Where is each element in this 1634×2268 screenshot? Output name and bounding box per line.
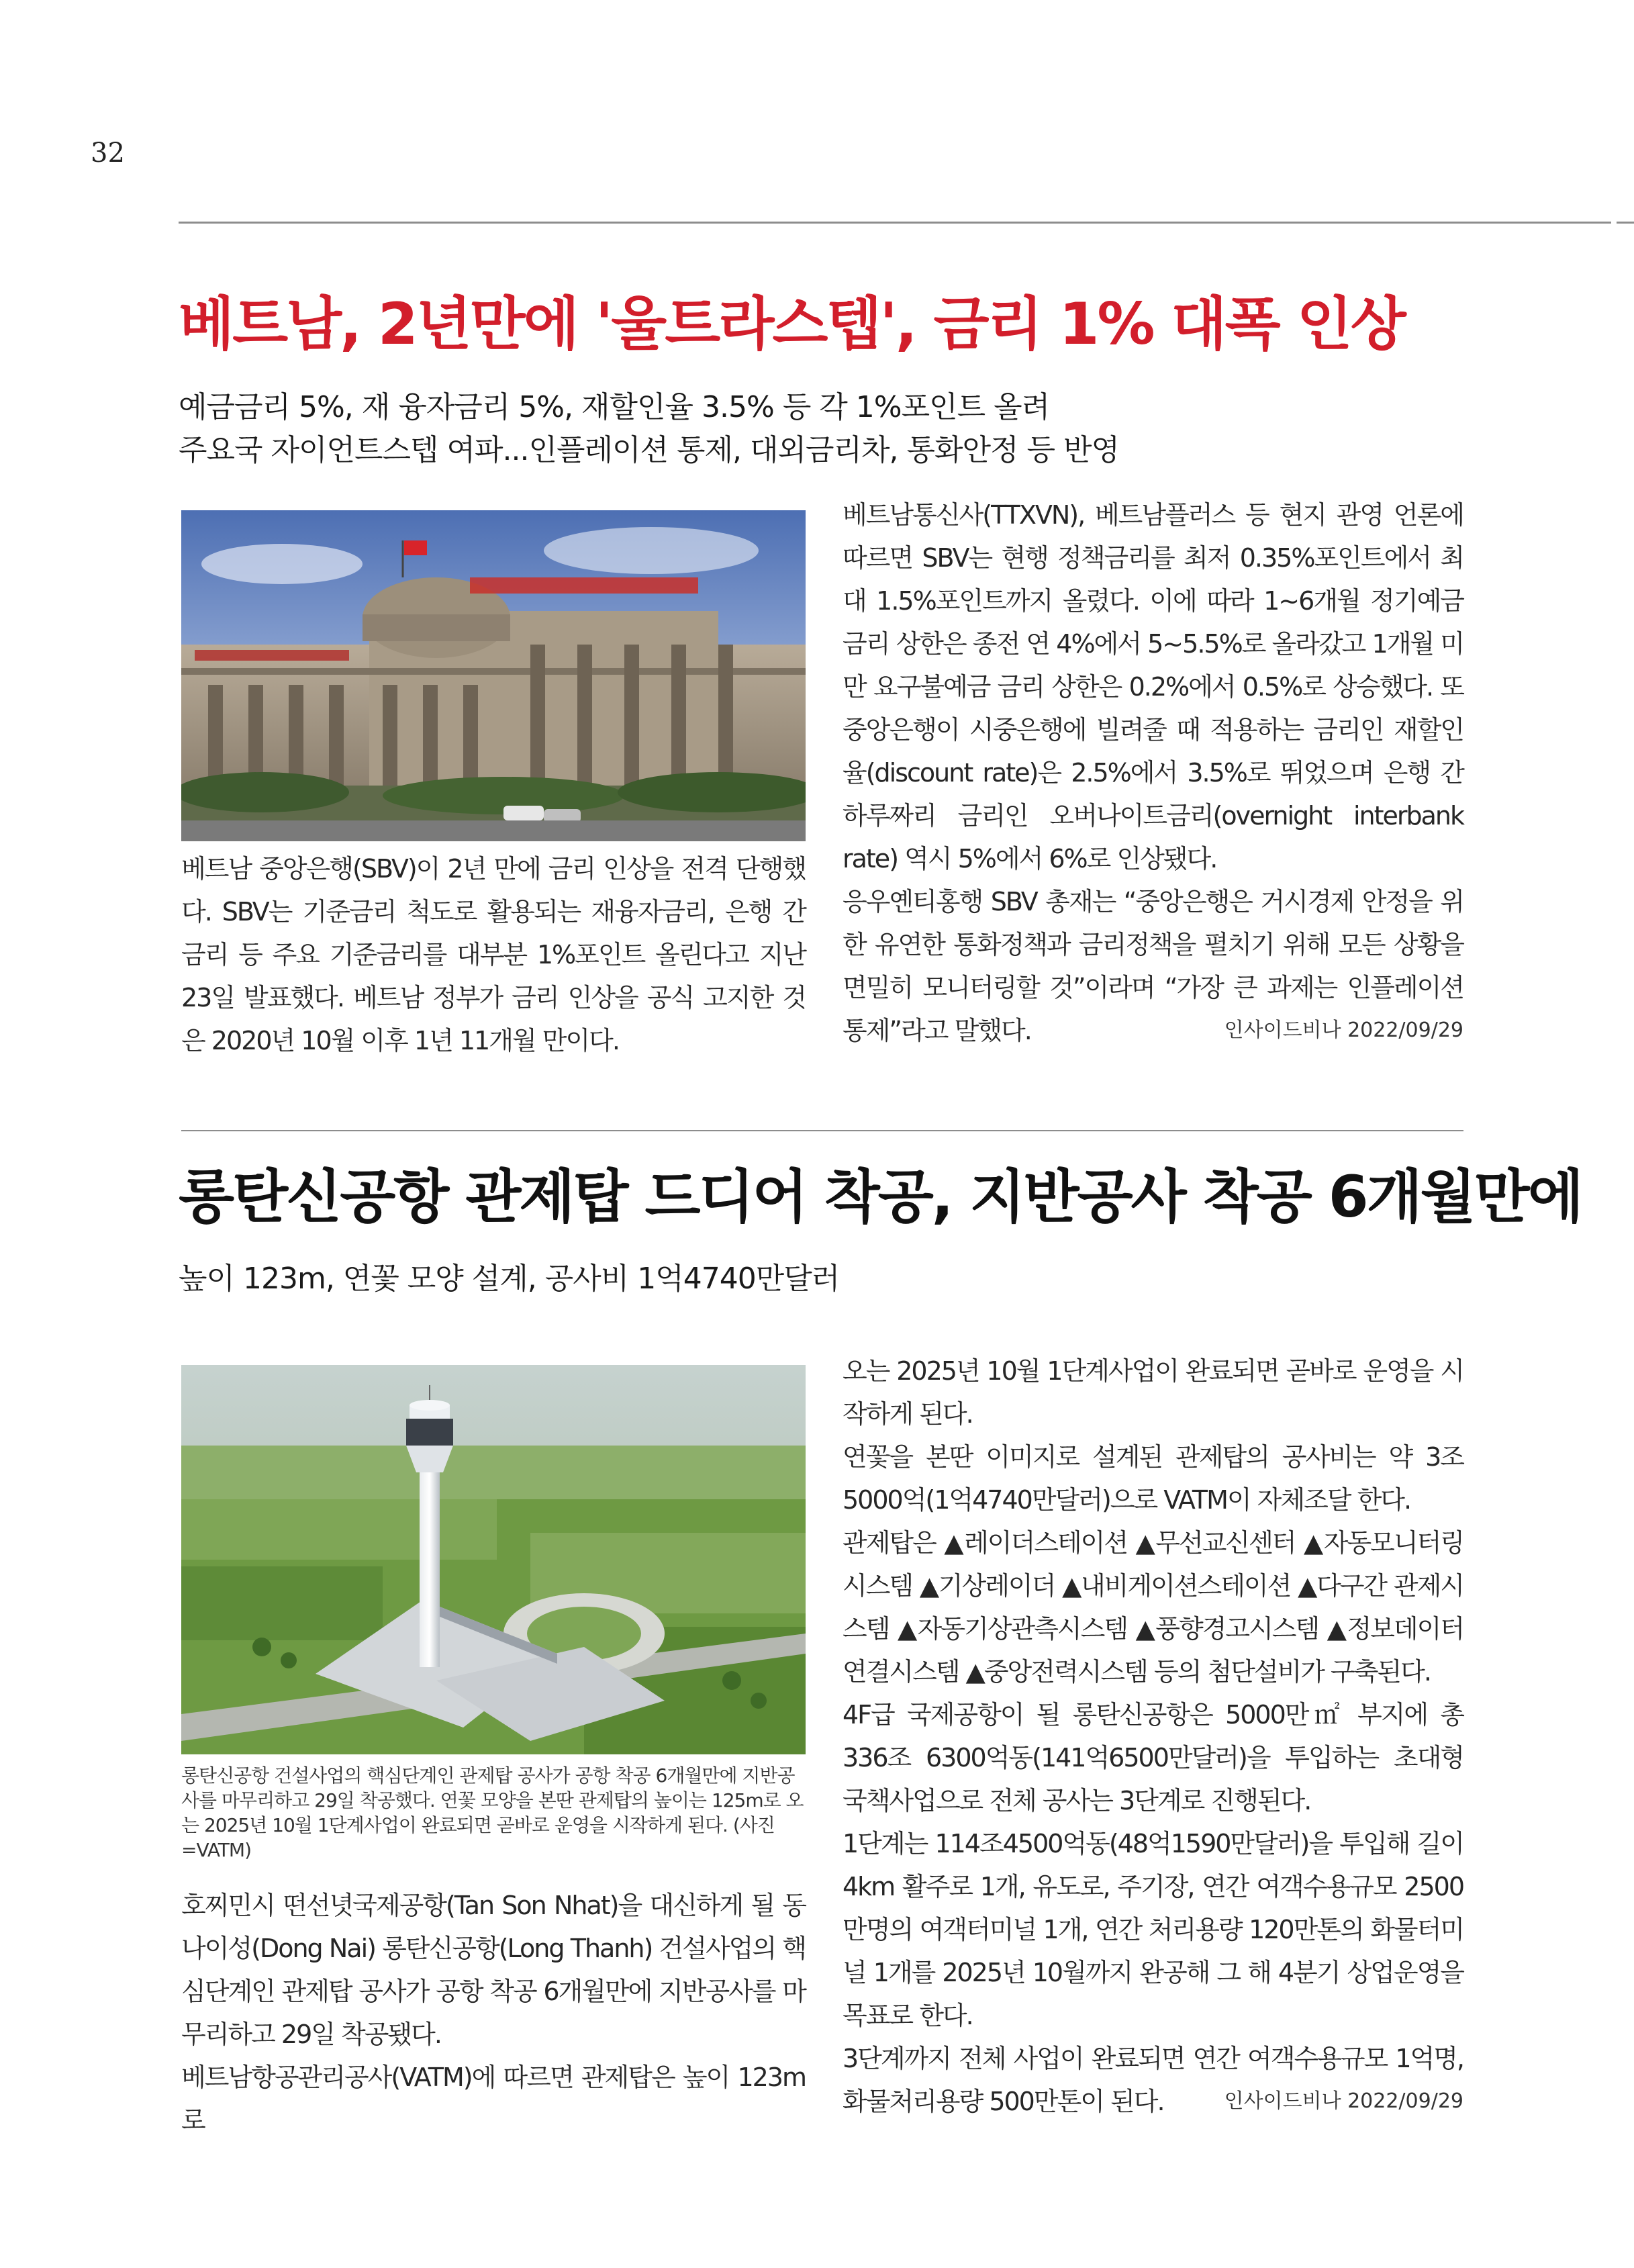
article2-headline: 롱탄신공항 관제탑 드디어 착공, 지반공사 착공 6개월만에 xyxy=(179,1164,1582,1231)
article2-left-paragraph-1: 호찌민시 떤선녓국제공항(Tan Son Nhat)을 대신하게 될 동나이성(Dong Nai) 롱탄신공항(Long Thanh) 건설사업의 핵심단계인 관제탑 공사가 공항 착공 6개월만에 지반공사를 마무리하고 29일 착공됐다. xyxy=(181,1891,806,2049)
article2-source: 인사이드비나 2022/09/29 xyxy=(1224,2089,1463,2113)
article2-left-paragraph-2: 베트남항공관리공사(VATM)에 따르면 관제탑은 높이 123m로 xyxy=(181,2063,806,2135)
article1-subheadline-1: 예금금리 5%, 재 융자금리 5%, 재할인율 3.5% 등 각 1%포인트 올려 xyxy=(179,390,1050,424)
control-tower-photo xyxy=(181,1365,806,1754)
article1-source: 인사이드비나 2022/09/29 xyxy=(1224,1019,1463,1042)
article1-left-body xyxy=(181,847,806,1062)
article2-right-paragraph-4: 4F급 국제공항이 될 롱탄신공항은 5000만㎡ 부지에 총 336조 6300억동(141억6500만달러)을 투입하는 초대형 국책사업으로 전체 공사는 3단계로 진행된다. xyxy=(843,1700,1463,1815)
article2-right-body xyxy=(843,1350,1463,2123)
top-rule-tick xyxy=(1617,222,1634,224)
article1-subheadline-2: 주요국 자이언트스텝 여파...인플레이션 통제, 대외금리차, 통화안정 등 반영 xyxy=(179,433,1119,467)
article1-right-paragraph-2: 응우옌티홍행 SBV 총재는 “중앙은행은 거시경제 안정을 위한 유연한 통화정책과 금리정책을 펼치기 위해 모든 상황을 면밀히 모니터링할 것”이라며 “가장 큰 과제는 인플레이션 통제”라고 말했다. 인사이드비나 2022/09/29 xyxy=(843,880,1463,1052)
article2-left-body xyxy=(181,1884,806,2142)
article1-left-paragraph: 베트남 중앙은행(SBV)이 2년 만에 금리 인상을 전격 단행했다. SBV는 기준금리 척도로 활용되는 재융자금리, 은행 간 금리 등 주요 기준금리를 대부분 1%포인트 올린다고 지난 23일 발표했다. 베트남 정부가 금리 인상을 공식 고지한 것은 2020년 10월 이후 1년 11개월 만이다. xyxy=(181,854,806,1055)
article2-right-paragraph-6: 3단계까지 전체 사업이 완료되면 연간 여객수용규모 1억명, 화물처리용량 500만톤이 된다. 인사이드비나 2022/09/29 xyxy=(843,2037,1463,2123)
central-bank-photo xyxy=(181,510,806,841)
article1-right-body xyxy=(843,493,1463,1052)
page-number: 32 xyxy=(91,138,125,169)
section-divider xyxy=(181,1130,1463,1131)
article2-right-paragraph-3: 관제탑은 ▲레이더스테이션 ▲무선교신센터 ▲자동모니터링 시스템 ▲기상레이더 ▲내비게이션스테이션 ▲다구간 관제시스템 ▲자동기상관측시스템 ▲풍향경고시스템 ▲정보데이터 연결시스템 ▲중앙전력시스템 등의 첨단설비가 구축된다. xyxy=(843,1528,1463,1687)
article2-right-paragraph-5: 1단계는 114조4500억동(48억1590만달러)을 투입해 길이 4km 활주로 1개, 유도로, 주기장, 연간 여객수용규모 2500만명의 여객터미널 1개, 연간 처리용량 120만톤의 화물터미널 1개를 2025년 10월까지 완공해 그 해 4분기 상업운영을 목표로 한다. xyxy=(843,1829,1463,2030)
article2-photo-caption: 롱탄신공항 건설사업의 핵심단계인 관제탑 공사가 공항 착공 6개월만에 지반공사를 마무리하고 29일 착공했다. 연꽃 모양을 본딴 관제탑의 높이는 125m로 오는 2025년 10월 1단계사업이 완료되면 곧바로 운영을 시작하게 된다. (사진=VATM) xyxy=(181,1764,804,1861)
article2-right-paragraph-1: 오는 2025년 10월 1단계사업이 완료되면 곧바로 운영을 시작하게 된다. xyxy=(843,1356,1463,1429)
top-rule xyxy=(179,222,1611,224)
article1-right-paragraph-1: 베트남통신사(TTXVN), 베트남플러스 등 현지 관영 언론에 따르면 SBV는 현행 정책금리를 최저 0.35%포인트에서 최대 1.5%포인트까지 올렸다. 이에 따라 1~6개월 정기예금 금리 상한은 종전 연 4%에서 5~5.5%로 올라갔고 1개월 미만 요구불예금 금리 상한은 0.2%에서 0.5%로 상승했다. 또 중앙은행이 시중은행에 빌려줄 때 적용하는 금리인 재할인율(discount rate)은 2.5%에서 3.5%로 뛰었으며 은행 간 하루짜리 금리인 오버나이트금리(overnight interbank rate) 역시 5%에서 6%로 인상됐다. xyxy=(843,500,1463,873)
article2-subheadline: 높이 123m, 연꽃 모양 설계, 공사비 1억4740만달러 xyxy=(179,1262,840,1296)
article1-headline: 베트남, 2년만에 '울트라스텝', 금리 1% 대폭 인상 xyxy=(179,291,1404,358)
article2-right-paragraph-2: 연꽃을 본딴 이미지로 설계된 관제탑의 공사비는 약 3조5000억(1억4740만달러)으로 VATM이 자체조달 한다. xyxy=(843,1442,1463,1515)
